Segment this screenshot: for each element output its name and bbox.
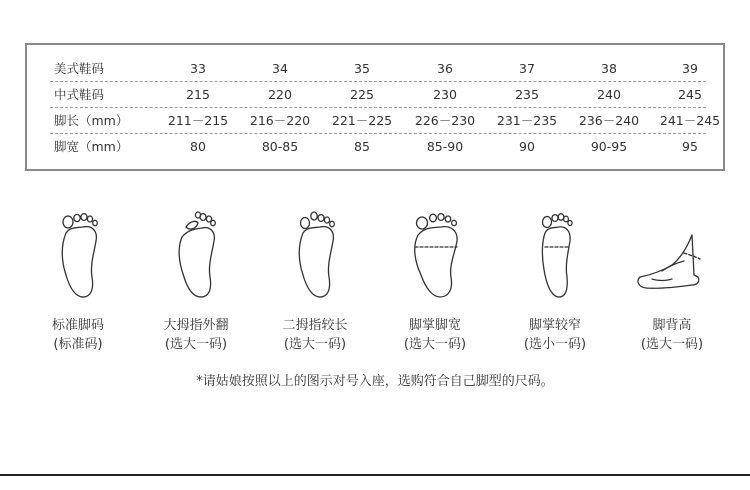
table-cell: 39 [682,61,698,76]
foot-type-name: 标准脚码 [51,318,104,333]
foot-type-label [141,316,251,354]
table-row [50,134,706,160]
table-cell: 33 [190,61,206,76]
table-cell: 215 [186,87,210,102]
foot-type-name: 二拇指较长 [282,318,348,333]
size-selection-note: *请姑娘按照以上的图示对号入座，选购符合自己脚型的尺码。 [196,374,554,389]
foot-type-label [23,316,133,354]
foot-type-label [380,316,490,354]
table-cell: 231－235 [496,113,558,128]
table-cell: 90 [519,139,535,154]
table-row [50,82,706,108]
foot-type-name: 脚掌较窄 [528,318,581,333]
table-cell: 38 [601,61,617,76]
table-cell: 34 [272,61,288,76]
table-cell: 220 [268,87,292,102]
foot-type-hint: (选小一码) [523,337,587,352]
table-cell: 226－230 [414,113,476,128]
table-cell: 85-90 [426,139,464,154]
table-cell: 35 [354,61,370,76]
table-cell: 37 [519,61,535,76]
foot-type-hint: (选大一码) [640,337,704,352]
table-cell: 235 [515,87,539,102]
foot-type-hint: (选大一码) [403,337,467,352]
table-row [50,56,706,82]
foot-type-hint: (选大一码) [283,337,347,352]
table-cell: 95 [682,139,698,154]
foot-type-label [617,316,727,354]
table-cell: 211－215 [167,113,229,128]
foot-type-name: 脚背高 [652,318,692,333]
table-cell: 85 [354,139,370,154]
table-cell: 240 [597,87,621,102]
table-cell: 36 [437,61,453,76]
table-cell: 221－225 [331,113,393,128]
table-row [50,108,721,134]
row-header: 中式鞋码 [54,87,105,102]
table-cell: 225 [350,87,374,102]
foot-type-hint: (标准码) [53,337,103,352]
wide-foot-icon [385,205,485,305]
long-second-toe-foot-icon [265,205,365,305]
foot-type-name: 大拇指外翻 [163,318,229,333]
table-cell: 236－240 [578,113,640,128]
foot-type-label [500,316,610,354]
table-cell: 241－245 [659,113,721,128]
table-cell: 80-85 [261,139,299,154]
row-header: 脚长（mm） [54,113,129,128]
foot-type-label [260,316,370,354]
table-cell: 216－220 [249,113,311,128]
high-instep-foot-icon [622,205,722,305]
table-cell: 230 [433,87,457,102]
foot-type-name: 脚掌脚宽 [408,318,461,333]
table-cell: 90-95 [590,139,628,154]
row-header: 美式鞋码 [54,61,105,76]
size-chart-table [25,43,725,171]
standard-foot-icon [28,205,128,305]
row-header: 脚宽（mm） [54,139,129,154]
foot-type-hint: (选大一码) [164,337,228,352]
table-cell: 245 [678,87,702,102]
bunion-foot-icon [146,205,246,305]
divider [0,474,750,476]
narrow-foot-icon [505,205,605,305]
table-cell: 80 [190,139,206,154]
